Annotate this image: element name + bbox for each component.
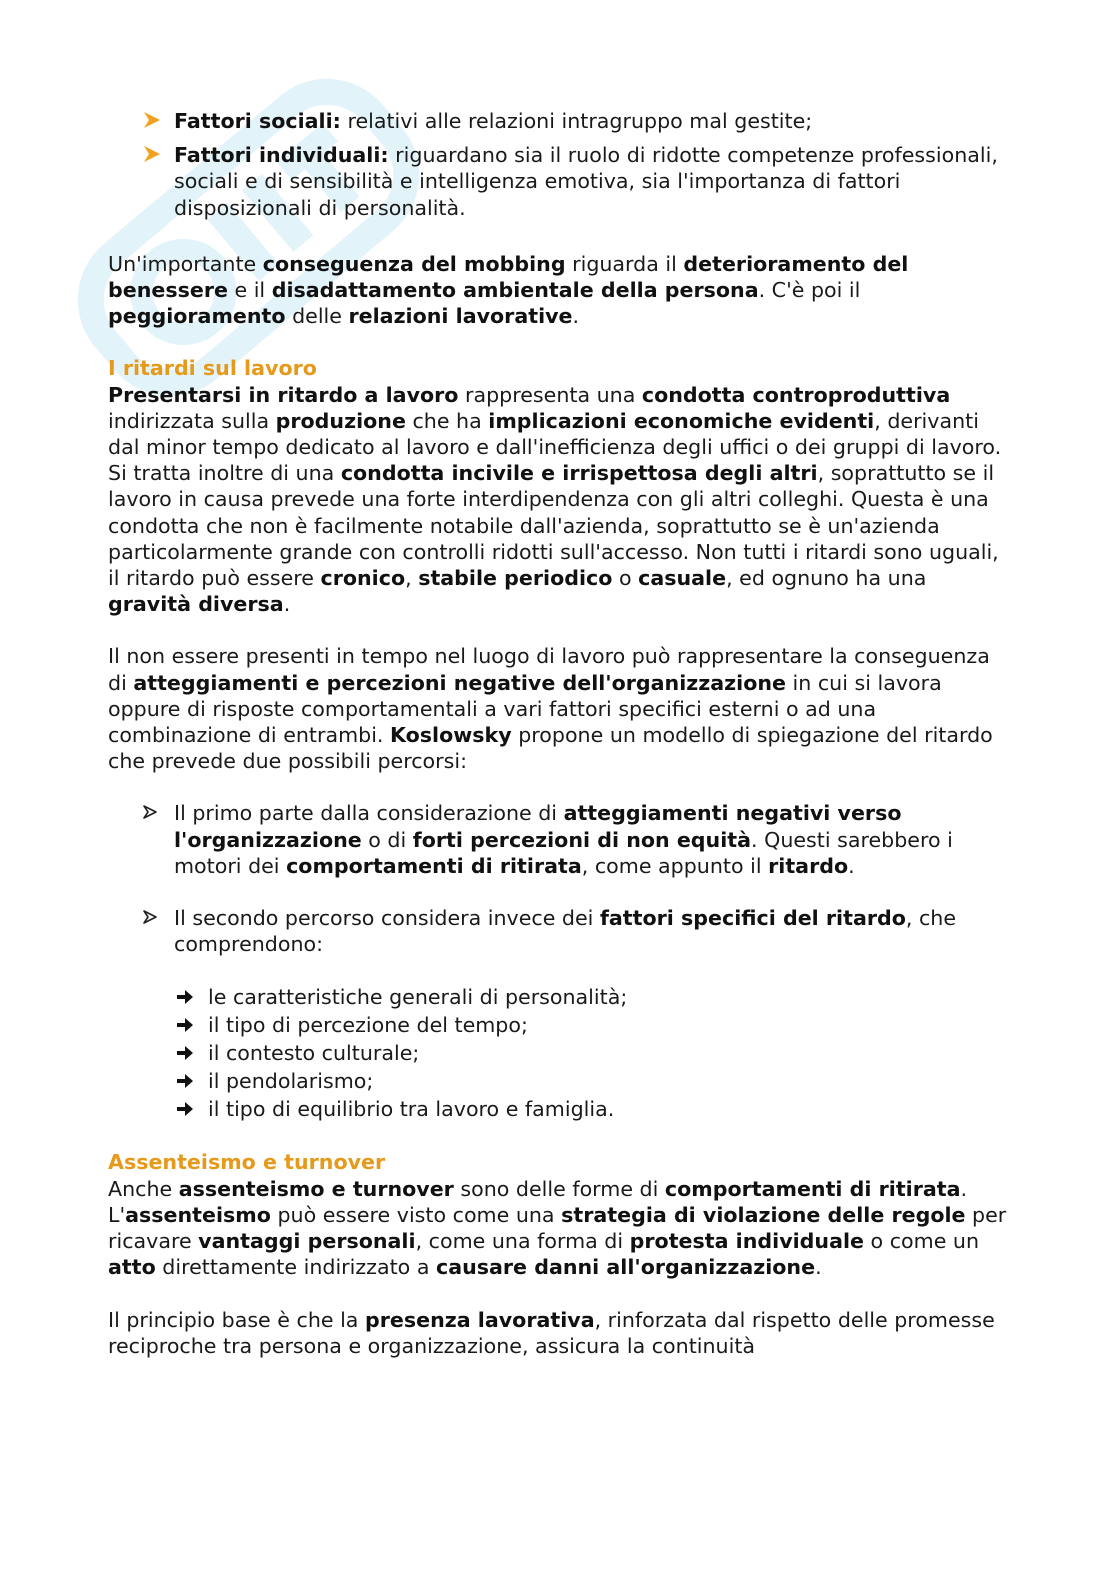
list-item: le caratteristiche generali di personalità; bbox=[176, 983, 1008, 1011]
paragraph-mobbing: Un'importante conseguenza del mobbing riguarda il deterioramento del benessere e il disadattamento ambientale della persona. C'è poi il peggioramento delle relazioni lavorative. bbox=[108, 251, 909, 329]
right-arrow-icon bbox=[176, 1073, 194, 1089]
right-arrow-icon bbox=[176, 1045, 194, 1061]
list-item: il pendolarismo; bbox=[176, 1067, 1008, 1095]
list-item: Fattori individuali: riguardano sia il ruolo di ridotte competenze professionali, sociali e di sensibilità e intelligenza emotiva, sia l'importanza di fattori disposizionali di personalità. bbox=[108, 142, 1008, 221]
section-heading: I ritardi sul lavoro bbox=[108, 356, 317, 381]
orange-arrowhead-bullet-icon bbox=[142, 144, 162, 164]
bullet-label: Fattori individuali: bbox=[174, 143, 389, 168]
bullet-list-percorsi bbox=[108, 800, 1008, 957]
document-page bbox=[108, 108, 1008, 1359]
list-item: il contesto culturale; bbox=[176, 1039, 1008, 1067]
list-item: Fattori sociali: relativi alle relazioni intragruppo mal gestite; bbox=[108, 108, 1008, 134]
list-item: il tipo di percezione del tempo; bbox=[176, 1011, 1008, 1039]
right-arrow-icon bbox=[176, 1017, 194, 1033]
arrowhead-bullet-icon bbox=[142, 804, 158, 820]
right-arrow-icon bbox=[176, 989, 194, 1005]
bullet-label: Fattori sociali: bbox=[174, 109, 341, 133]
section-heading: Assenteismo e turnover bbox=[108, 1150, 386, 1175]
paragraph-assenteismo-1: Anche assenteismo e turnover sono delle forme di comportamenti di ritirata. L'assenteismo può essere visto come una strategia di violazione delle regole per ricavare vantaggi personali, come una forma di protesta individuale o come un atto direttamente indirizzato a causare danni all'organizzazione. bbox=[108, 1176, 1007, 1280]
orange-arrowhead-bullet-icon bbox=[142, 110, 162, 130]
paragraph-ritardi-2: Il non essere presenti in tempo nel luogo di lavoro può rappresentare la conseguenza di atteggiamenti e percezioni negative dell'organizzazione in cui si lavora oppure di risposte comportamentali a vari fattori specifici esterni o ad una combinazione di entrambi. Koslowsky propone un modello di spiegazione del ritardo che prevede due possibili percorsi: bbox=[108, 644, 993, 774]
bullet-list-factors bbox=[108, 108, 1008, 221]
paragraph-ritardi-1: Presentarsi in ritardo a lavoro rappresenta una condotta controproduttiva indirizzata sulla produzione che ha implicazioni economiche evidenti, derivanti dal minor tempo dedicato al lavoro e dall'inefficienza degli uffici o dei gruppi di lavoro. Si tratta inoltre di una condotta incivile e irrispettosa degli altri, soprattutto se il lavoro in causa prevede una forte interdipendenza con gli altri colleghi. Questa è una condotta che non è facilmente notabile dall'azienda, soprattutto se è un'azienda particolarmente grande con controlli ridotti sull'accesso. Non tutti i ritardi sono uguali, il ritardo può essere cronico, stabile periodico o casuale, ed ognuno ha una gravità diversa. bbox=[108, 382, 1002, 617]
factor-list bbox=[108, 983, 1008, 1123]
list-item: Il primo parte dalla considerazione di atteggiamenti negativi verso l'organizzazione o di forti percezioni di non equità. Questi sarebbero i motori dei comportamenti di ritirata, come appunto il ritardo. bbox=[108, 800, 1008, 879]
list-item: Il secondo percorso considera invece dei fattori specifici del ritardo, che comprendono: bbox=[108, 905, 1008, 957]
list-item: il tipo di equilibrio tra lavoro e famiglia. bbox=[176, 1095, 1008, 1123]
arrowhead-bullet-icon bbox=[142, 909, 158, 925]
paragraph-assenteismo-2: Il principio base è che la presenza lavorativa, rinforzata dal rispetto delle promesse reciproche tra persona e organizzazione, assicura la continuità bbox=[108, 1307, 995, 1358]
right-arrow-icon bbox=[176, 1101, 194, 1117]
